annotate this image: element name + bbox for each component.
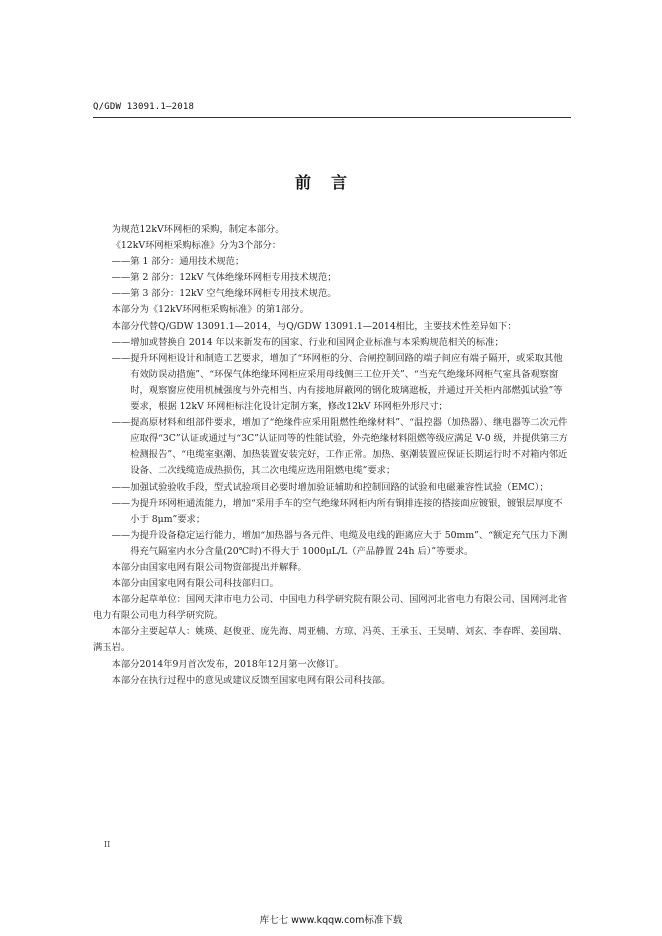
- part-list-item: ——第 2 部分：12kV 气体绝缘环网柜专用技术规范；: [111, 272, 337, 284]
- change-item: ——提高原材料和组部件要求，增加了“绝缘件应采用阻燃性绝缘材料”、“温控器（加热器）、继电器等二次元件应取得“3C”认证或通过与“3C”认证同等的性能试验，外壳绝缘材料阻燃等级应满足 V-0 级，并提供第三方检测报告”、“电缆室驱潮、加热装置安装完好，工作正常。加热、驱潮装置应保证长期运行时不对箱内邻近设备、二次线缆造成热损伤，其二次电缆应选用阻燃电缆”要求；: [111, 417, 568, 477]
- closing-paragraph: 本部分2014年9月首次发布，2018年12月第一次修订。: [111, 658, 345, 670]
- document-code: Q/GDW 13091.1—2018: [93, 102, 195, 112]
- page-number: II: [104, 840, 111, 849]
- change-item: ——提升环网柜设计和制造工艺要求，增加了“环网柜的分、合闸控制回路的端子间应有端子隔开，或采取其他有效防误动措施”、“环保气体绝缘环网柜应采用母线侧三工位开关”、“当充气绝缘环网柜气室具备观察窗时，观察窗应使用机械强度与外壳相当、内有接地屏蔽网的钢化玻璃遮板，并通过开关柜内部燃弧试验”等要求，根据 12kV 环网柜标注化设计定制方案，修改12kV 环网柜外形尺寸；: [111, 352, 563, 413]
- foreword-body: [93, 222, 571, 689]
- intro-paragraph: 《12kV环网柜采购标准》分为3个部分：: [111, 240, 282, 252]
- change-item: ——为提升设备稳定运行能力，增加“加热器与各元件、电缆及电线的距离应大于 50mm”、“额定充气压力下测得充气隔室内水分含量(20℃时)不得大于 1000μL/L（产品静置 24h 后）”等要求。: [111, 529, 568, 557]
- header-divider: [93, 117, 571, 118]
- drafters: 本部分主要起草人：姚瑛、赵俊亚、庞先海、周亚楠、方琼、冯英、王承玉、王昊晴、刘玄、李春晖、姜国瑞、满玉岩。: [93, 626, 568, 654]
- change-item: ——增加或替换自 2014 年以来新发布的国家、行业和国网企业标准与本采购规范相关的标准；: [111, 336, 504, 348]
- part-list-item: ——第 3 部分：12kV 空气绝缘环网柜专用技术规范。: [111, 288, 337, 300]
- intro-paragraph: 本部分代替Q/GDW 13091.1—2014，与Q/GDW 13091.1—2014相比，主要技术性差异如下：: [111, 320, 517, 332]
- closing-paragraph: 本部分由国家电网有限公司科技部归口。: [111, 578, 279, 590]
- site-watermark: 库七七 www.kqqw.com标准下载: [259, 915, 403, 926]
- change-item: ——为提升环网柜通流能力，增加“采用手车的空气绝缘环网柜内所有铜排连接的搭接面应镀银，镀银层厚度不小于 8μm”要求；: [111, 497, 563, 525]
- closing-paragraph: 本部分在执行过程中的意见或建议反馈至国家电网有限公司科技部。: [111, 674, 391, 686]
- change-item: ——加强试验验收手段，型式试验项目必要时增加验证辅助和控制回路的试验和电磁兼容性试验（EMC）；: [111, 481, 549, 493]
- intro-paragraph: 为规范12kV环网柜的采购，制定本部分。: [111, 224, 285, 235]
- closing-paragraph: 本部分由国家电网有限公司物资部提出并解释。: [111, 561, 307, 573]
- page-title: 前言: [294, 173, 367, 192]
- drafting-units: 本部分起草单位：国网天津市电力公司、中国电力科学研究院有限公司、国网河北省电力有限公司、国网河北省电力有限公司电力科学研究院。: [93, 594, 568, 622]
- intro-paragraph: 本部分为《12kV环网柜采购标准》的第1部分。: [111, 304, 310, 316]
- part-list-item: ——第 1 部分：通用技术规范；: [111, 256, 245, 268]
